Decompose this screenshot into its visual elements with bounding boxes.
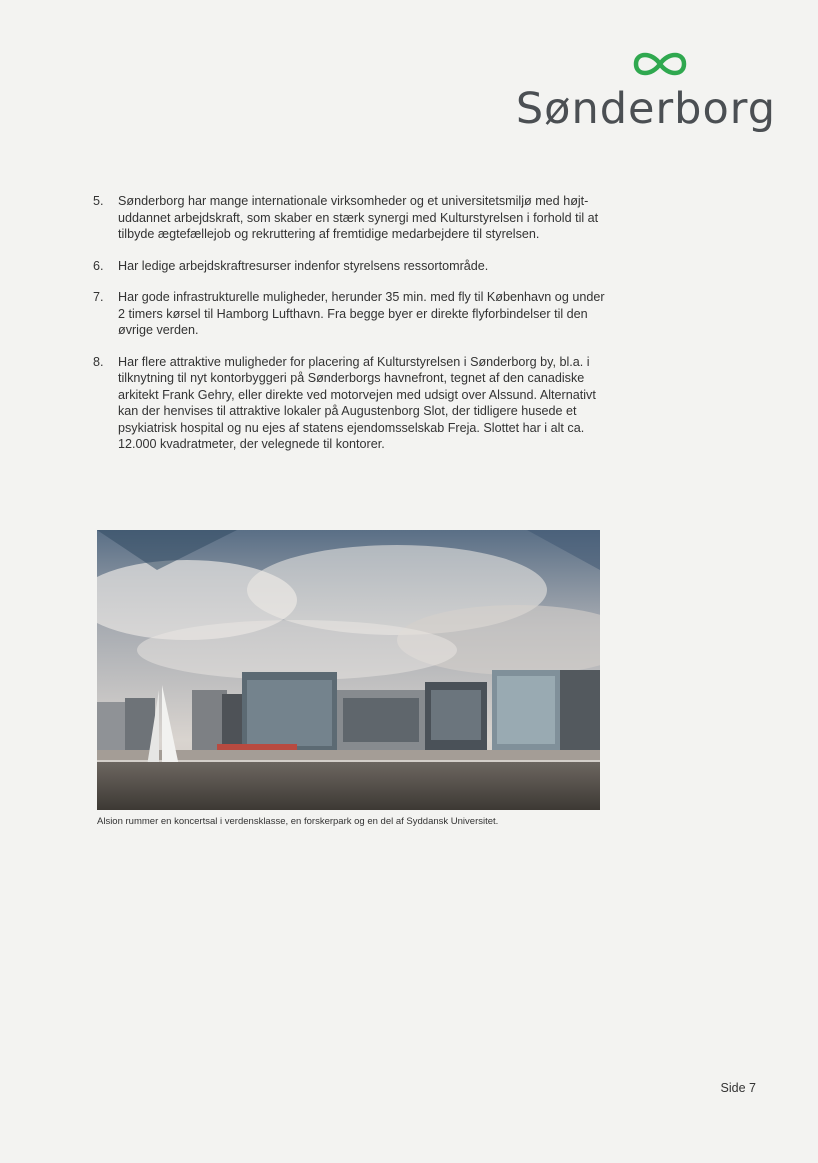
item-text: Har flere attraktive muligheder for placering af Kulturstyrelsen i Sønderborg by, bl.a. i tilknytning til nyt kontorbyggeri på Sønderborgs havnefront, tegnet af den canadiske arkitekt Frank Gehry, eller direkte ved motorvejen med udsigt over Alssund. Alternativt kan der henvises til attraktive lokaler på Augustenborg Slot, der tidligere husede et psykiatrisk hospital og nu ejes af statens ejendomsselskab Freja. Slottet har i alt ca. 12.000 kvadratmeter, der velegnede til kontorer. — [118, 354, 596, 451]
item-number: 6. — [93, 258, 104, 273]
alsion-building-photo — [97, 530, 600, 810]
item-text: Har gode infrastrukturelle muligheder, herunder 35 min. med fly til København og under 2 timers kørsel til Hamborg Lufthavn. Fra begge byer er direkte flyforbindelser til den øvrige verden. — [118, 290, 605, 337]
item-number: 8. — [93, 354, 104, 369]
photo-caption: Alsion rummer en koncertsal i verdensklasse, en forskerpark og en del af Syddansk Universitet. — [97, 816, 499, 827]
page-number: Side 7 — [720, 1081, 756, 1095]
item-number: 7. — [93, 290, 104, 304]
infinity-logo-icon — [630, 46, 690, 82]
numbered-list — [93, 193, 613, 453]
list-item — [93, 354, 613, 453]
item-text: Sønderborg har mange internationale virksomheder og et universitetsmiljø med højt-uddannet arbejdskraft, som skaber en stærk synergi med Kulturstyrelsen i forhold til at tilbyde ægtefællejob og rekruttering af fremtidige medarbejdere til styrelsen. — [118, 194, 599, 241]
item-number: 5. — [93, 194, 104, 208]
sonderborg-logo — [516, 46, 776, 146]
item-text: Har ledige arbejdskraftresurser indenfor styrelsens ressortområde. — [118, 258, 489, 273]
list-item — [93, 258, 613, 275]
list-item — [93, 289, 613, 339]
list-item — [93, 193, 613, 243]
logo-wordmark: Sønderborg — [515, 84, 776, 134]
